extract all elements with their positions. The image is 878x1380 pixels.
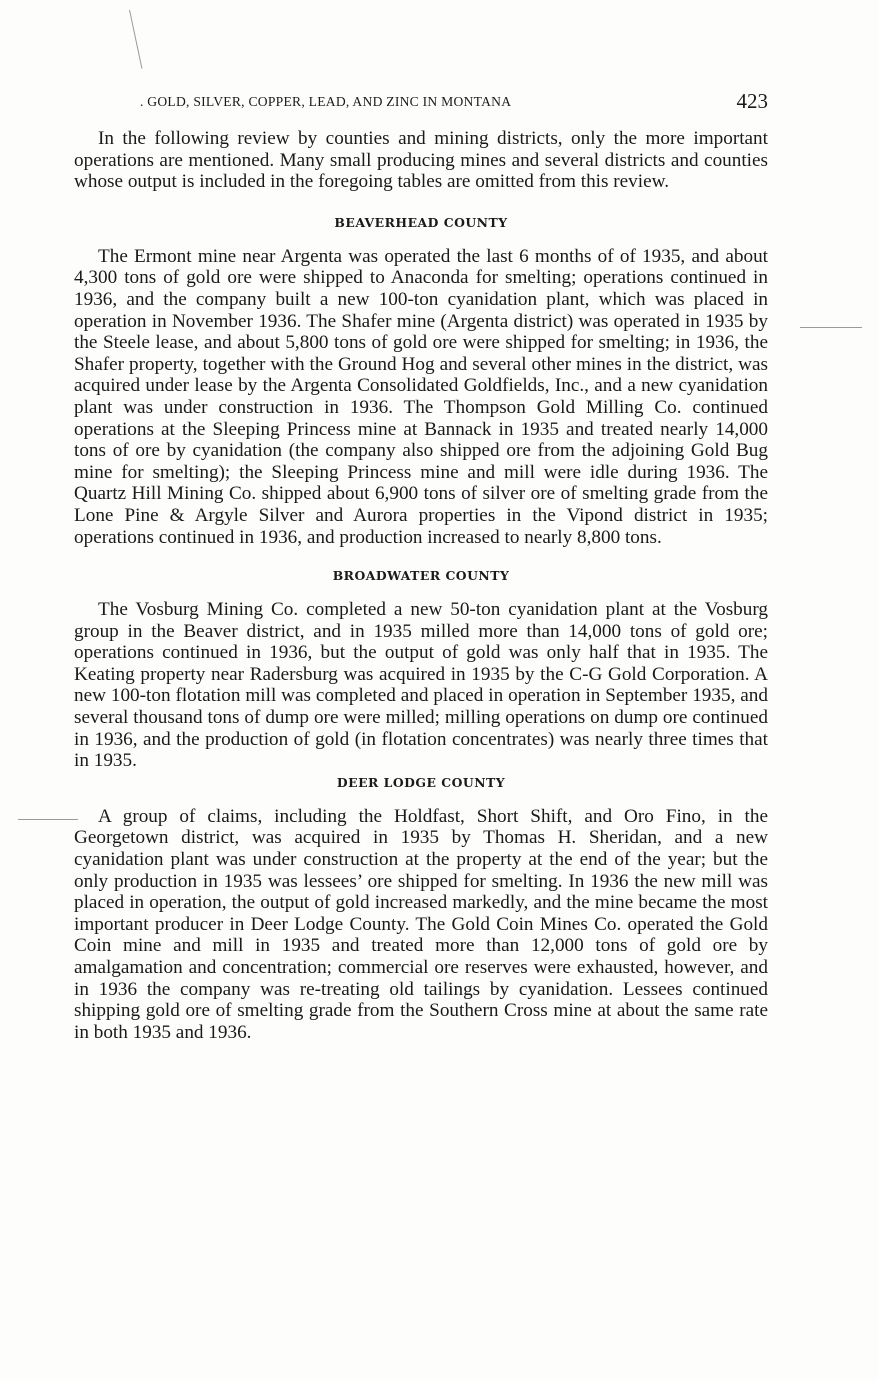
body-text bbox=[74, 128, 768, 1043]
section-paragraph-beaverhead: The Ermont mine near Argenta was operated the last 6 months of of 1935, and about 4,300 tons of gold ore were shipped to Anaconda for smelting; operations continued in 1936, and the company built a new 100-ton cyanidation plant, which was placed in operation in November 1936. The Shafer mine (Argenta district) was operated in 1935 by the Steele lease, and about 5,800 tons of gold ore were shipped for smelting; in 1936, the Shafer property, together with the Ground Hog and several other mines in the district, was acquired under lease by the Argenta Consolidated Goldfields, Inc., and a new cyanidation plant was under construction in 1936. The Thompson Gold Milling Co. continued operations at the Sleeping Princess mine at Bannack in 1935 and treated nearly 14,000 tons of ore by cyanidation (the company also shipped ore from the adjoining Gold Bug mine for smelting); the Sleeping Princess mine and mill were idle during 1936. The Quartz Hill Mining Co. shipped about 6,900 tons of silver ore of smelting grade from the Lone Pine & Argyle Silver and Aurora properties in the Vipond district in 1935; operations continued in 1936, and production increased to nearly 8,800 tons. bbox=[74, 245, 768, 548]
section-paragraph-deer-lodge: A group of claims, including the Holdfast, Short Shift, and Oro Fino, in the Georgetown district, was acquired in 1935 by Thomas H. Sheridan, and a new cyanidation plant was under construction at the property at the end of the year; but the only production in 1935 was lessees’ ore shipped for smelting. In 1936 the new mill was placed in operation, the output of gold increased markedly, and the mine became the most important producer in Deer Lodge County. The Gold Coin Mines Co. operated the Gold Coin mine and mill in 1935 and treated more than 12,000 tons of gold ore by amalgamation and concentration; commercial ore reserves were exhausted, however, and in 1936 the company was re-treating old tailings by cyanidation. Lessees continued shipping gold ore of smelting grade from the Southern Cross mine at about the same rate in both 1935 and 1936. bbox=[74, 805, 768, 1043]
section-heading-beaverhead: BEAVERHEAD COUNTY bbox=[334, 214, 508, 230]
scan-artifact-mark bbox=[129, 10, 142, 69]
intro-paragraph: In the following review by counties and mining districts, only the more important operations are mentioned. Many small producing mines and several districts and counties whose output is included in the foregoing tables are omitted from this review. bbox=[74, 128, 768, 193]
page-header bbox=[74, 89, 768, 118]
scan-artifact-rule bbox=[18, 819, 78, 820]
section-heading-deer-lodge: DEER LODGE COUNTY bbox=[336, 774, 506, 790]
scan-artifact-rule bbox=[800, 327, 862, 328]
section-heading-broadwater: BROADWATER COUNTY bbox=[332, 568, 510, 584]
section-paragraph-broadwater: The Vosburg Mining Co. completed a new 50-ton cyanidation plant at the Vosburg group in the Beaver district, and in 1935 milled more than 14,000 tons of gold ore; operations continued in 1936, but the output of gold was only half that in 1935. The Keating property near Radersburg was acquired in 1935 by the C-G Gold Corporation. A new 100-ton flotation mill was completed and placed in operation in September 1935, and several thousand tons of dump ore were milled; milling operations on dump ore continued in 1936, and the production of gold (in flotation concentrates) was nearly three times that in 1935. bbox=[74, 599, 768, 772]
page-number: 423 bbox=[736, 89, 768, 113]
running-head: . GOLD, SILVER, COPPER, LEAD, AND ZINC IN MONTANA bbox=[140, 94, 512, 109]
